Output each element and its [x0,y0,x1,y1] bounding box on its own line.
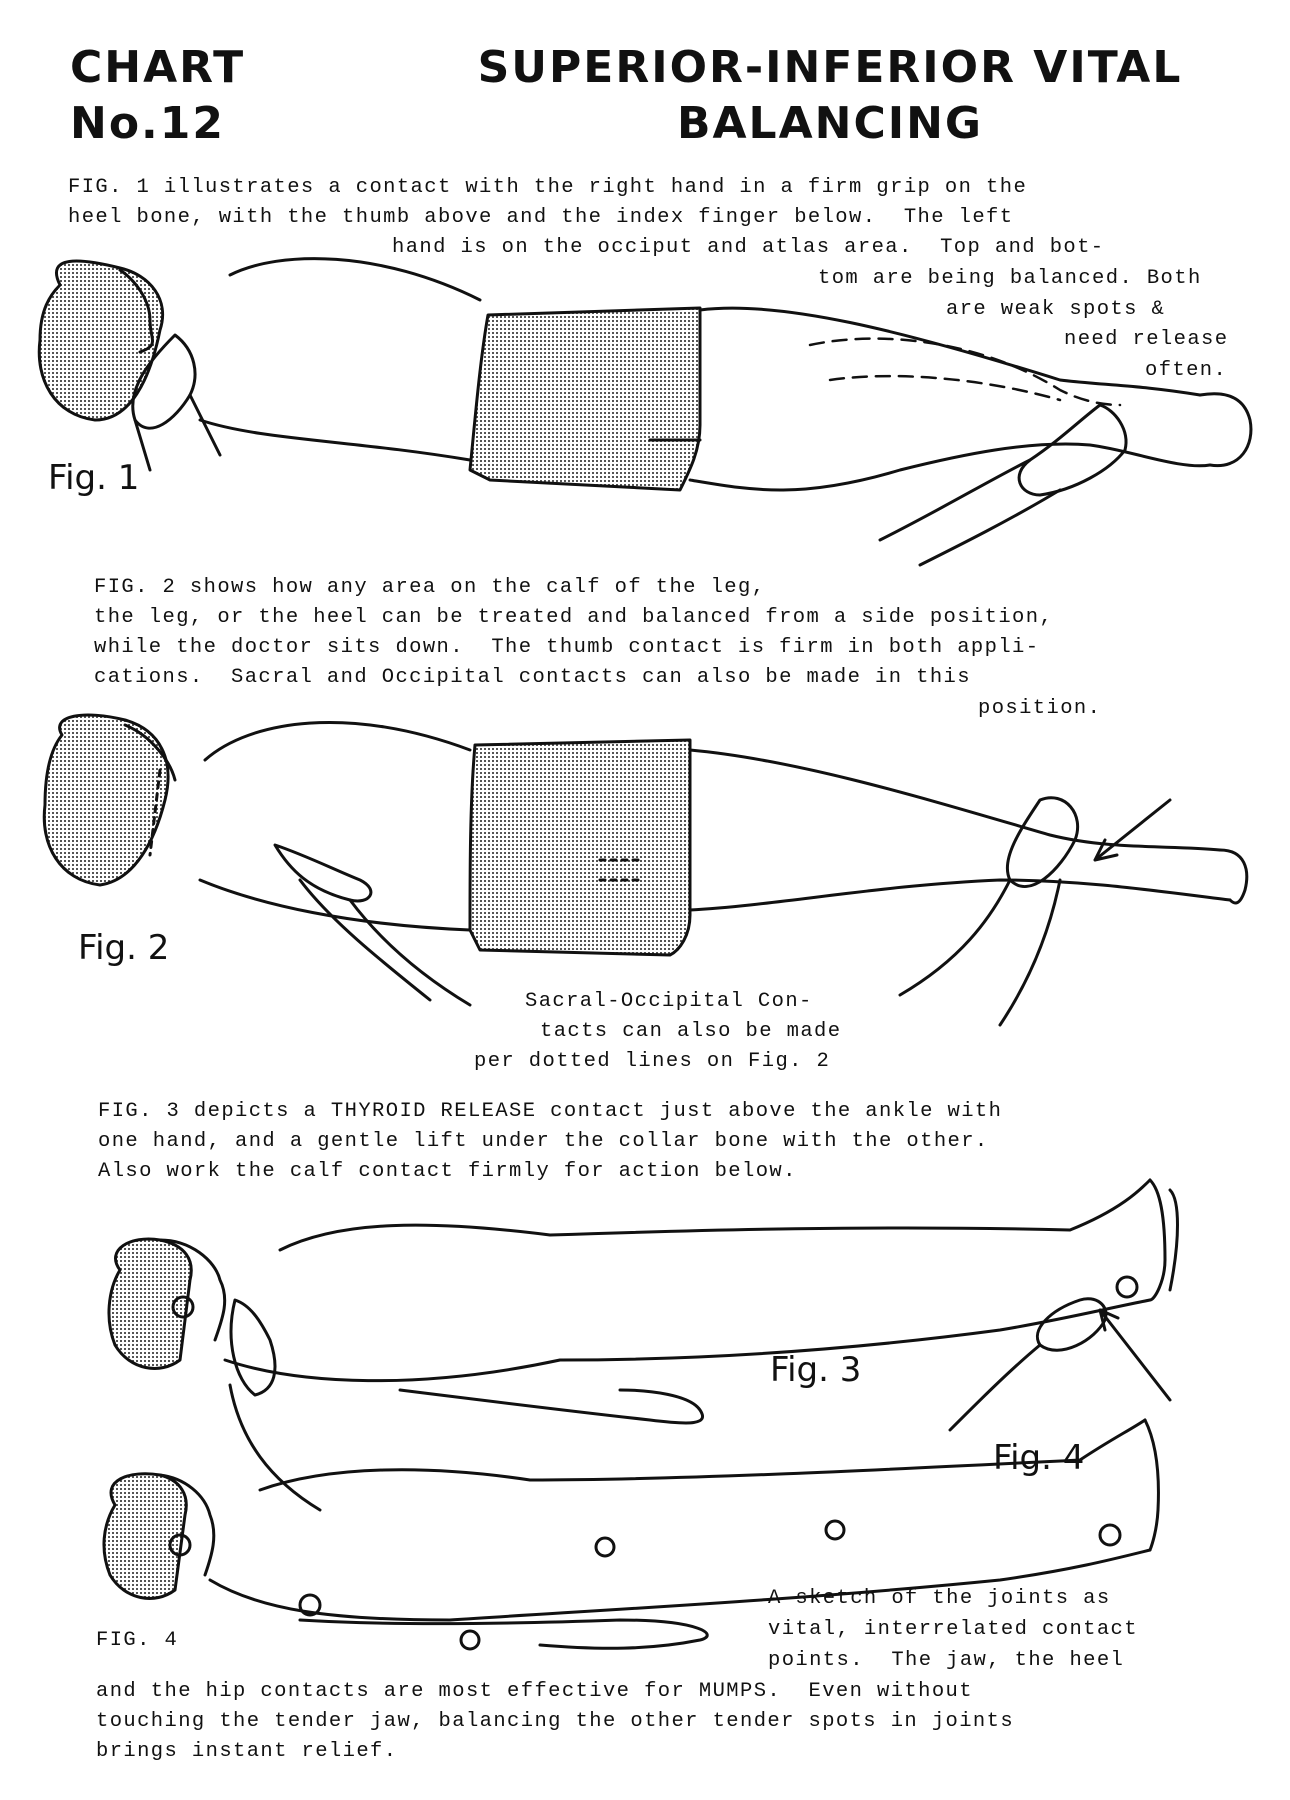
fig3-text-line-2: one hand, and a gentle lift under the collar bone with the other. [98,1130,989,1153]
fig3-ankle-arm [950,1345,1040,1430]
fig2-doctor-hand-sacral [275,845,371,901]
fig2-shorts [470,740,690,955]
fig4-feet [1145,1420,1158,1550]
fig3-hair [109,1239,191,1368]
fig2-doctor-arm-leg [900,880,1060,1025]
fig4-heel-contact [1100,1525,1120,1545]
fig1-doctor-left-arm [135,395,220,470]
fig4-side-text-line-3: points. The jaw, the heel [768,1649,1125,1672]
fig2-caption-line-3: per dotted lines on Fig. 2 [474,1050,831,1073]
fig2-doctor-arm-sacral [300,880,470,1005]
title-line1: SUPERIOR-INFERIOR VITAL [477,42,1183,93]
fig2-label: Fig. 2 [78,928,170,968]
fig4-bottom-text-line-1: and the hip contacts are most effective for MUMPS. Even without [96,1680,973,1703]
fig3-collar-hand [231,1300,275,1395]
fig2-torso [200,722,470,930]
fig4-bottom-text-line-3: brings instant relief. [96,1740,398,1763]
fig4-wrist-contact [461,1631,479,1649]
fig4-side-text-line-1: A sketch of the joints as [768,1587,1111,1610]
title-line2: BALANCING [676,98,984,149]
fig1-text-line-5: are weak spots & [946,298,1166,321]
fig1-text-line-6: need release [1064,328,1229,351]
fig2-leg-upper [690,750,1220,850]
fig3-label: Fig. 3 [770,1350,862,1390]
fig2-text-line-1: FIG. 2 shows how any area on the calf of the leg, [94,576,766,599]
fig1-torso [200,259,480,460]
fig1-dashed-2 [830,376,1060,400]
fig3-collar-arm [230,1385,320,1510]
fig3-body-top [280,1180,1150,1250]
chart-number: No.12 [70,98,225,149]
chart-label-line1: CHART [70,42,246,93]
fig1-text-line-2: heel bone, with the thumb above and the index finger below. The left [68,206,1014,229]
fig2-leg-lower [690,880,1230,910]
fig4-label-upper: Fig. 4 [993,1438,1085,1478]
fig1-foot [1200,394,1251,466]
fig1-text-line-7: often. [1145,359,1228,382]
fig2-text-line-4: cations. Sacral and Occipital contacts can also be made in this [94,666,971,689]
figure-2-drawing [44,715,1246,1025]
fig2-arrow [1095,800,1170,860]
fig3-arrow [1100,1310,1170,1400]
fig1-text-line-1: FIG. 1 illustrates a contact with the right hand in a firm grip on the [68,176,1028,199]
fig4-side-text-line-2: vital, interrelated contact [768,1618,1138,1641]
fig2-caption-line-1: Sacral-Occipital Con- [525,990,813,1013]
fig4-bottom-text-line-2: touching the tender jaw, balancing the other tender spots in joints [96,1710,1015,1733]
fig4-knee-contact [826,1521,844,1539]
fig1-doctor-right-arm [880,460,1060,565]
fig3-feet [1150,1180,1178,1300]
fig4-label-lower: FIG. 4 [96,1629,179,1652]
fig4-arm [300,1620,707,1648]
fig2-text-line-5: position. [978,697,1102,720]
fig3-text-line-1: FIG. 3 depicts a THYROID RELEASE contact just above the ankle with [98,1100,1003,1123]
fig2-caption-line-2: tacts can also be made [540,1020,842,1043]
fig1-shorts [470,308,700,490]
fig1-hair [39,261,162,420]
fig1-text-line-3: hand is on the occiput and atlas area. Top and bot- [392,236,1105,259]
fig1-label: Fig. 1 [48,458,140,498]
fig2-foot [1220,850,1247,903]
fig1-text-line-4: tom are being balanced. Both [818,267,1202,290]
fig2-text-line-3: while the doctor sits down. The thumb contact is firm in both appli- [94,636,1040,659]
fig4-hip-contact [596,1538,614,1556]
fig3-arm [400,1390,703,1423]
fig2-doctor-hand-leg [1007,798,1077,887]
fig2-text-line-2: the leg, or the heel can be treated and balanced from a side position, [94,606,1054,629]
fig3-text-line-3: Also work the calf contact firmly for action below. [98,1160,797,1183]
fig1-leg-lower [690,444,1210,490]
fig3-ankle-hand [1037,1299,1106,1351]
fig3-heel-contact [1117,1277,1137,1297]
